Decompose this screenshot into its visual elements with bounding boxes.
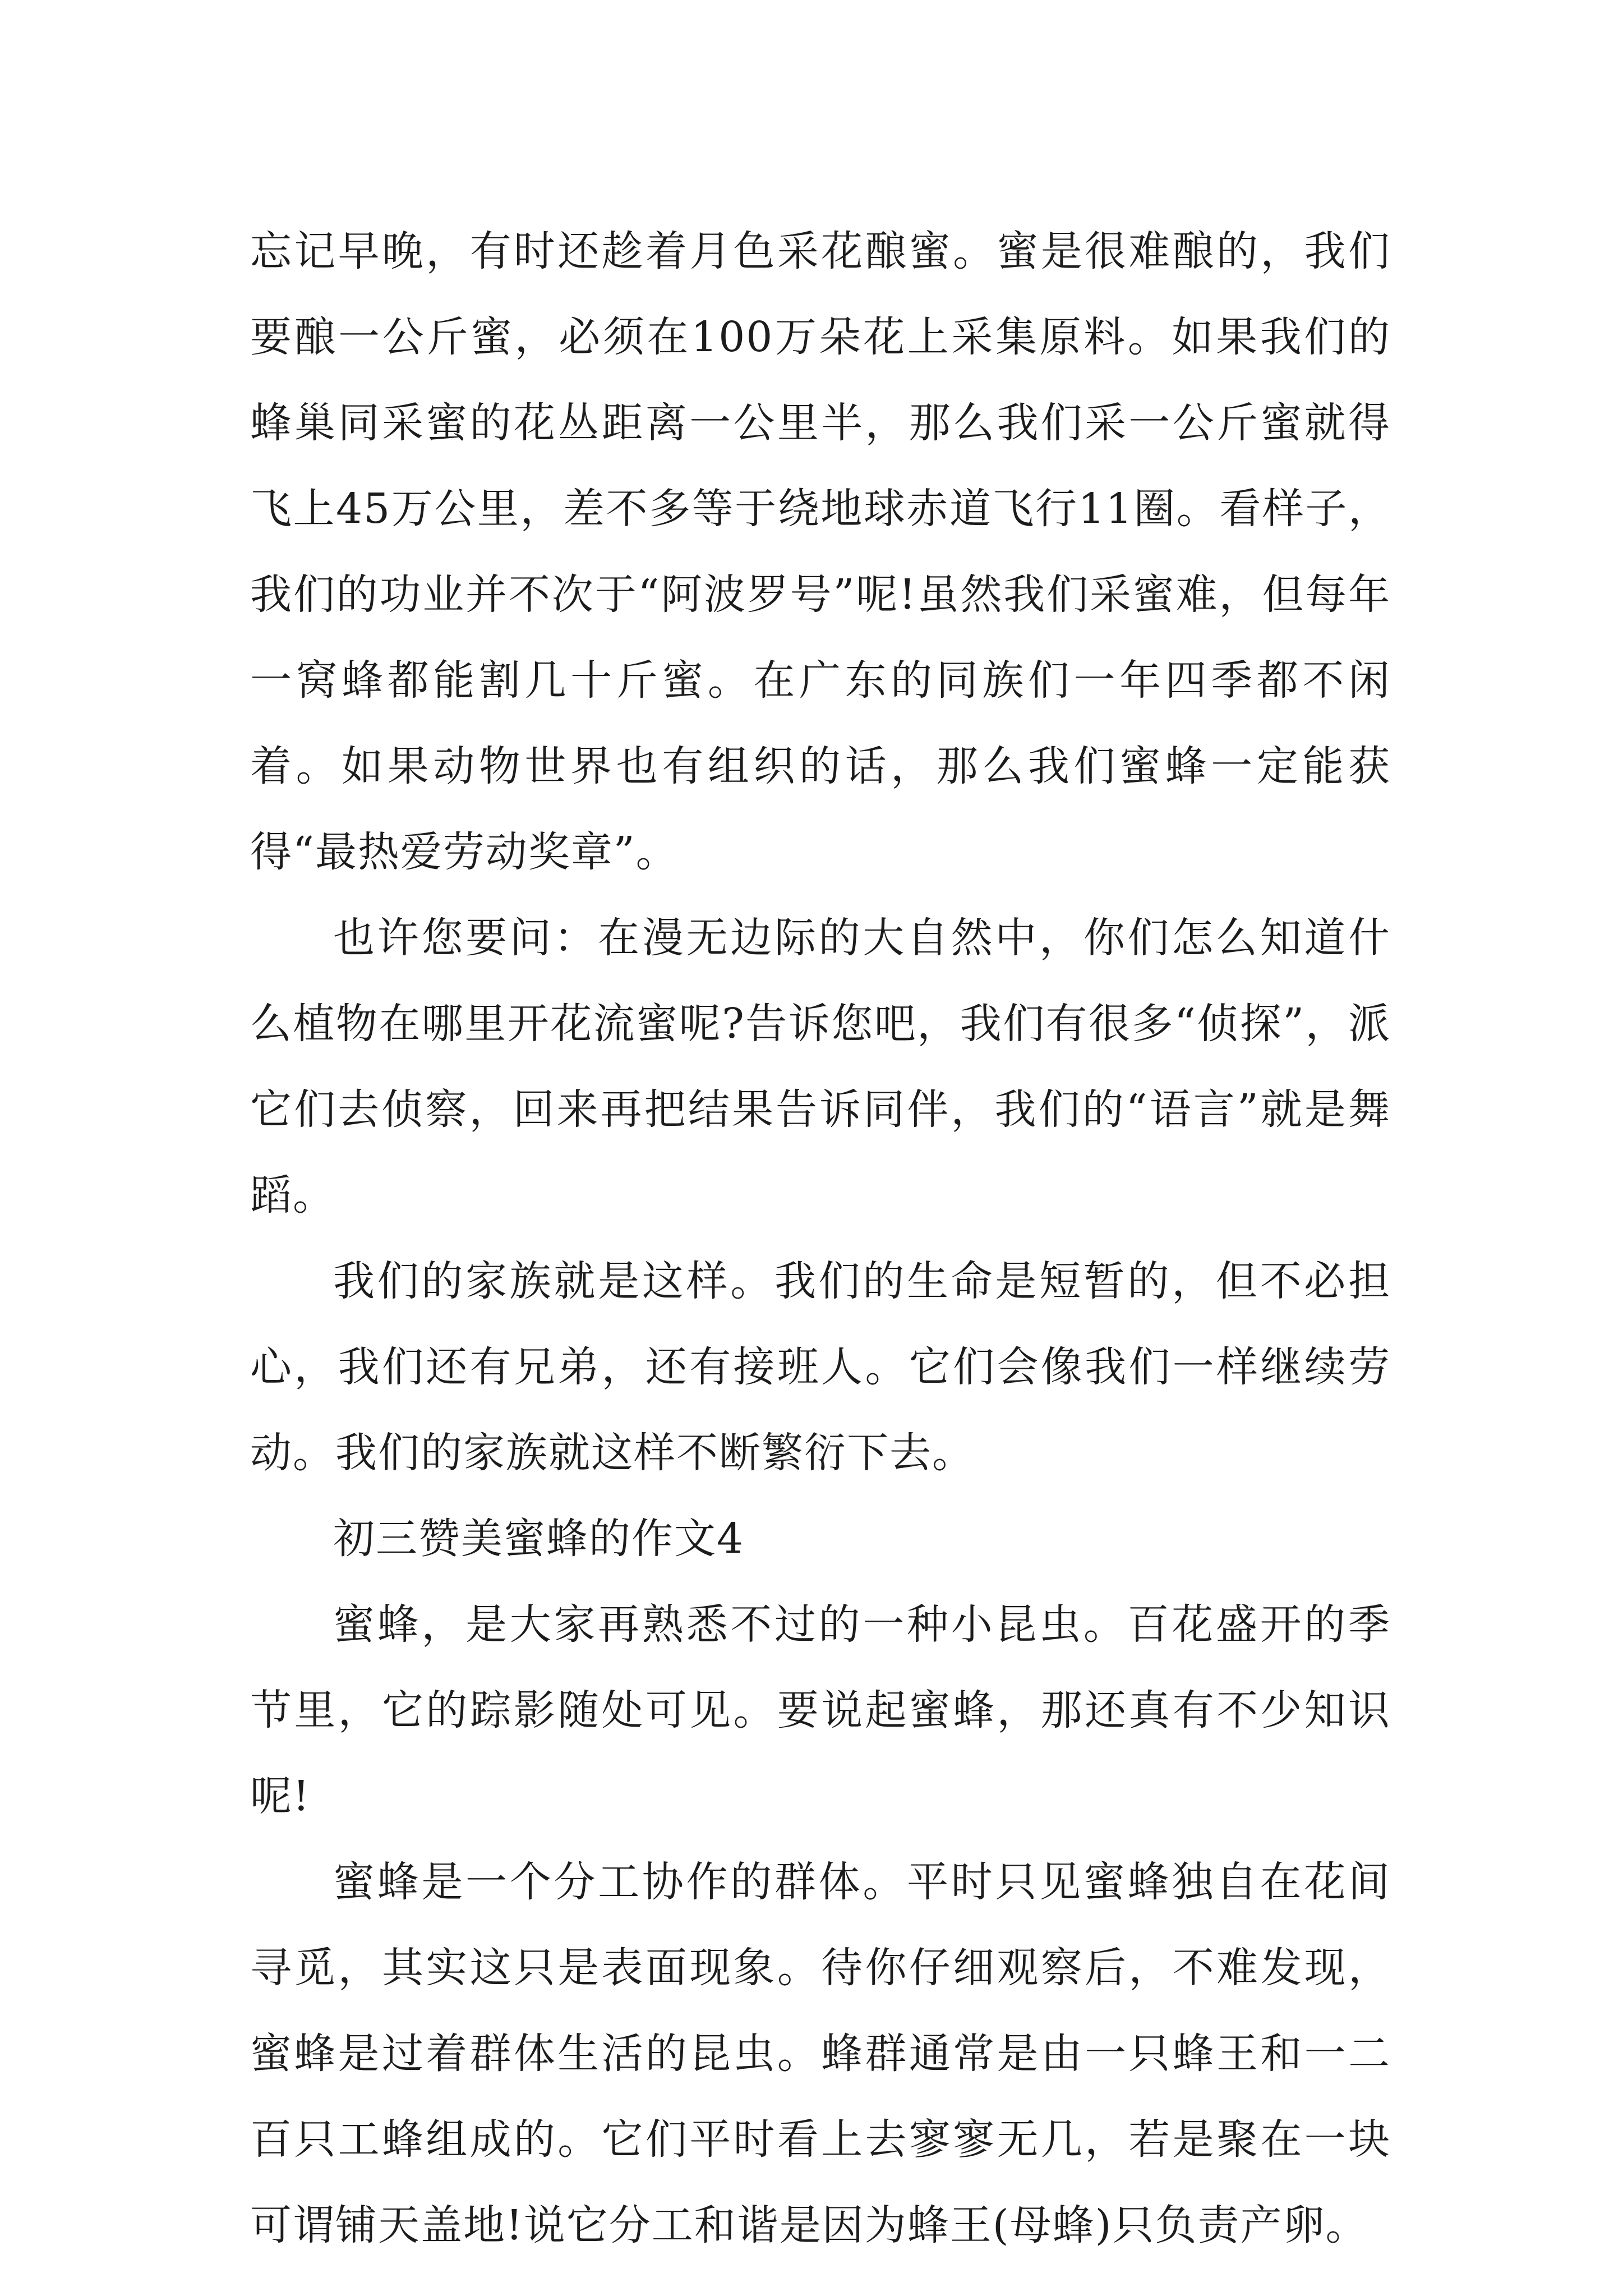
section-title: 初三赞美蜜蜂的作文4 xyxy=(333,1515,745,1563)
paragraph: 蜜蜂是一个分工协作的群体。平时只见蜜蜂独自在花间寻觅，其实这只是表面现象。待你仔细观察后，不难发现，蜜蜂是过着群体生活的昆虫。蜂群通常是由一只蜂王和一二百只工蜂组成的。它们平时看上去寥寥无几，若是聚在一块可谓铺天盖地!说它分工和谐是因为蜂王(母蜂)只负责产卵。 xyxy=(250,1858,1391,2249)
paragraph-continued: 忘记早晚，有时还趁着月色采花酿蜜。蜜是很难酿的，我们要酿一公斤蜜，必须在100万朵花上采集原料。如果我们的蜂巢同采蜜的花丛距离一公里半，那么我们采一公斤蜜就得飞上45万公里，差不多等于绕地球赤道飞行11圈。看样子，我们的功业并不次于“阿波罗号”呢!虽然我们采蜜难，但每年一窝蜂都能割几十斤蜜。在广东的同族们一年四季都不闲着。如果动物世界也有组织的话，那么我们蜜蜂一定能获得“最热爱劳动奖章”。 xyxy=(250,227,1391,876)
paragraph: 蜜蜂，是大家再熟悉不过的一种小昆虫。百花盛开的季节里，它的踪影随处可见。要说起蜜蜂，那还真有不少知识呢! xyxy=(250,1600,1391,1820)
paragraph: 也许您要问：在漫无边际的大自然中，你们怎么知道什么植物在哪里开花流蜜呢?告诉您吧，我们有很多“侦探”，派它们去侦察，回来再把结果告诉同伴，我们的“语言”就是舞蹈。 xyxy=(250,914,1391,1220)
paragraph: 我们的家族就是这样。我们的生命是短暂的，但不必担心，我们还有兄弟，还有接班人。它们会像我们一样继续劳动。我们的家族就这样不断繁衍下去。 xyxy=(250,1257,1391,1477)
document-body xyxy=(250,209,1391,2269)
